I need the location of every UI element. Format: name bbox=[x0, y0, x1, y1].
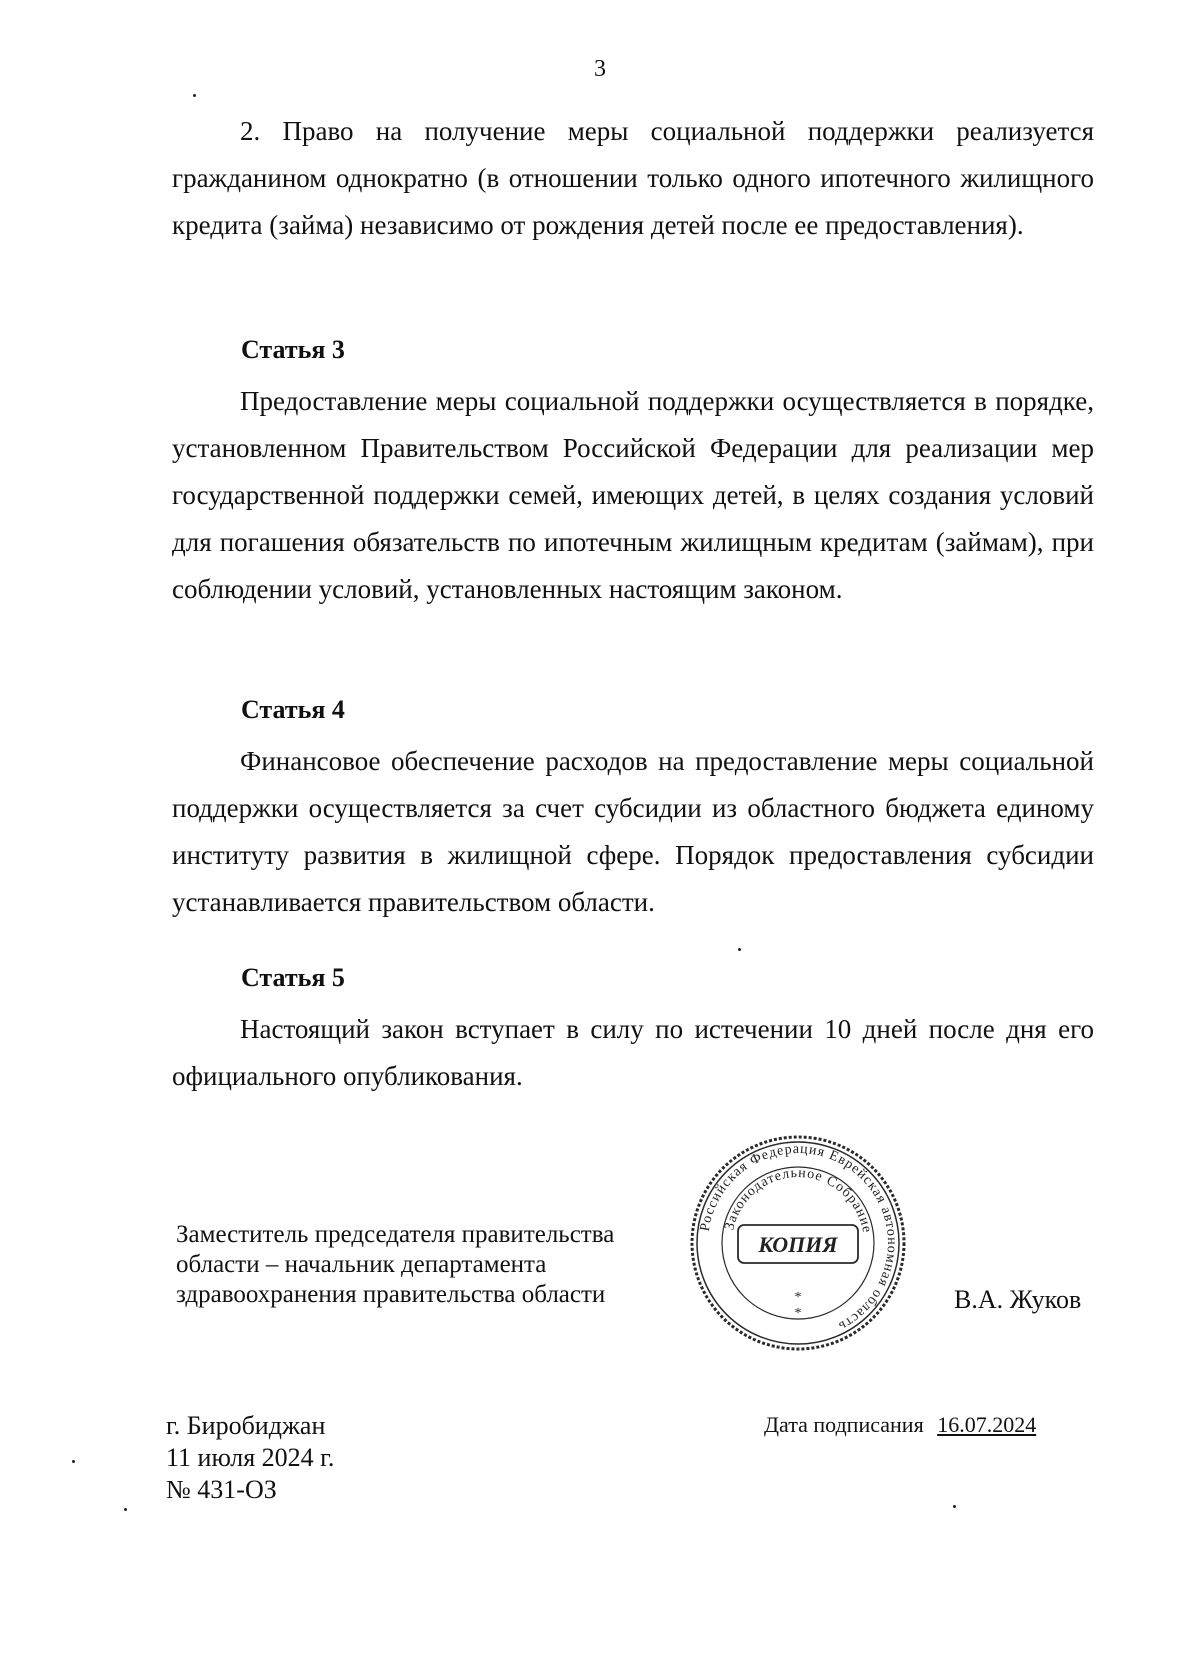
scan-speck bbox=[953, 1505, 956, 1508]
stamp-outer-text: Российская Федерация Еврейская автономная область bbox=[697, 1141, 900, 1334]
article3-text: Предоставление меры социальной поддержки осуществляется в порядке, установленном Правительством Российской Федерации для реализации мер государственной поддержки семей, имеющих детей, в целях создания условий для погашения обязательств по ипотечным жилищным кредитам (займам), при соблюдении условий, установленных настоящим законом. bbox=[172, 386, 1094, 604]
signing-date-label: Дата подписания bbox=[764, 1412, 924, 1437]
page-number: 3 bbox=[594, 56, 606, 82]
article2-paragraph2: 2. Право на получение меры социальной поддержки реализуется гражданином однократно (в отношении только одного ипотечного жилищного кредита (займа) независимо от рождения детей после ее предоставления). bbox=[172, 116, 1094, 240]
article2-paragraph2-block bbox=[172, 108, 1094, 249]
law-date: 11 июля 2024 г. bbox=[166, 1443, 335, 1472]
scan-speck bbox=[124, 1508, 127, 1511]
signatory-position-line1: Заместитель председателя правительства bbox=[176, 1221, 615, 1248]
signing-date-value: 16.07.2024 bbox=[937, 1412, 1037, 1437]
article3-block bbox=[172, 378, 1094, 613]
law-number: № 431-ОЗ bbox=[166, 1475, 277, 1504]
signatory-position-line2: области – начальник департамента bbox=[176, 1251, 547, 1278]
signing-date bbox=[764, 1412, 1036, 1438]
article3-heading: Статья 3 bbox=[241, 335, 345, 364]
scan-speck bbox=[738, 948, 741, 951]
stamp-center-text: КОПИЯ bbox=[758, 1232, 838, 1257]
official-stamp bbox=[688, 1133, 908, 1353]
article5-text: Настоящий закон вступает в силу по истечении 10 дней после дня его официального опубликования. bbox=[172, 1014, 1094, 1091]
stamp-inner-text: Законодательное Собрание bbox=[722, 1165, 875, 1235]
scan-speck bbox=[193, 94, 196, 97]
signatory-position bbox=[176, 1220, 614, 1310]
article5-heading: Статья 5 bbox=[241, 963, 345, 992]
article4-heading: Статья 4 bbox=[241, 695, 345, 724]
signatory-position-line3: здравоохранения правительства области bbox=[176, 1281, 606, 1308]
law-details bbox=[166, 1410, 334, 1506]
law-city: г. Биробиджан bbox=[166, 1411, 326, 1440]
article4-block bbox=[172, 738, 1094, 926]
scan-speck bbox=[72, 1460, 75, 1463]
article5-block bbox=[172, 1006, 1094, 1100]
stamp-star-icon: * bbox=[794, 1306, 802, 1321]
article4-text: Финансовое обеспечение расходов на предоставление меры социальной поддержки осуществляется за счет субсидии из областного бюджета единому институту развития в жилищной сфере. Порядок предоставления субсидии устанавливается правительством области. bbox=[172, 746, 1094, 917]
stamp-star-icon: * bbox=[794, 1290, 802, 1305]
signatory-name: В.А. Жуков bbox=[954, 1285, 1082, 1314]
